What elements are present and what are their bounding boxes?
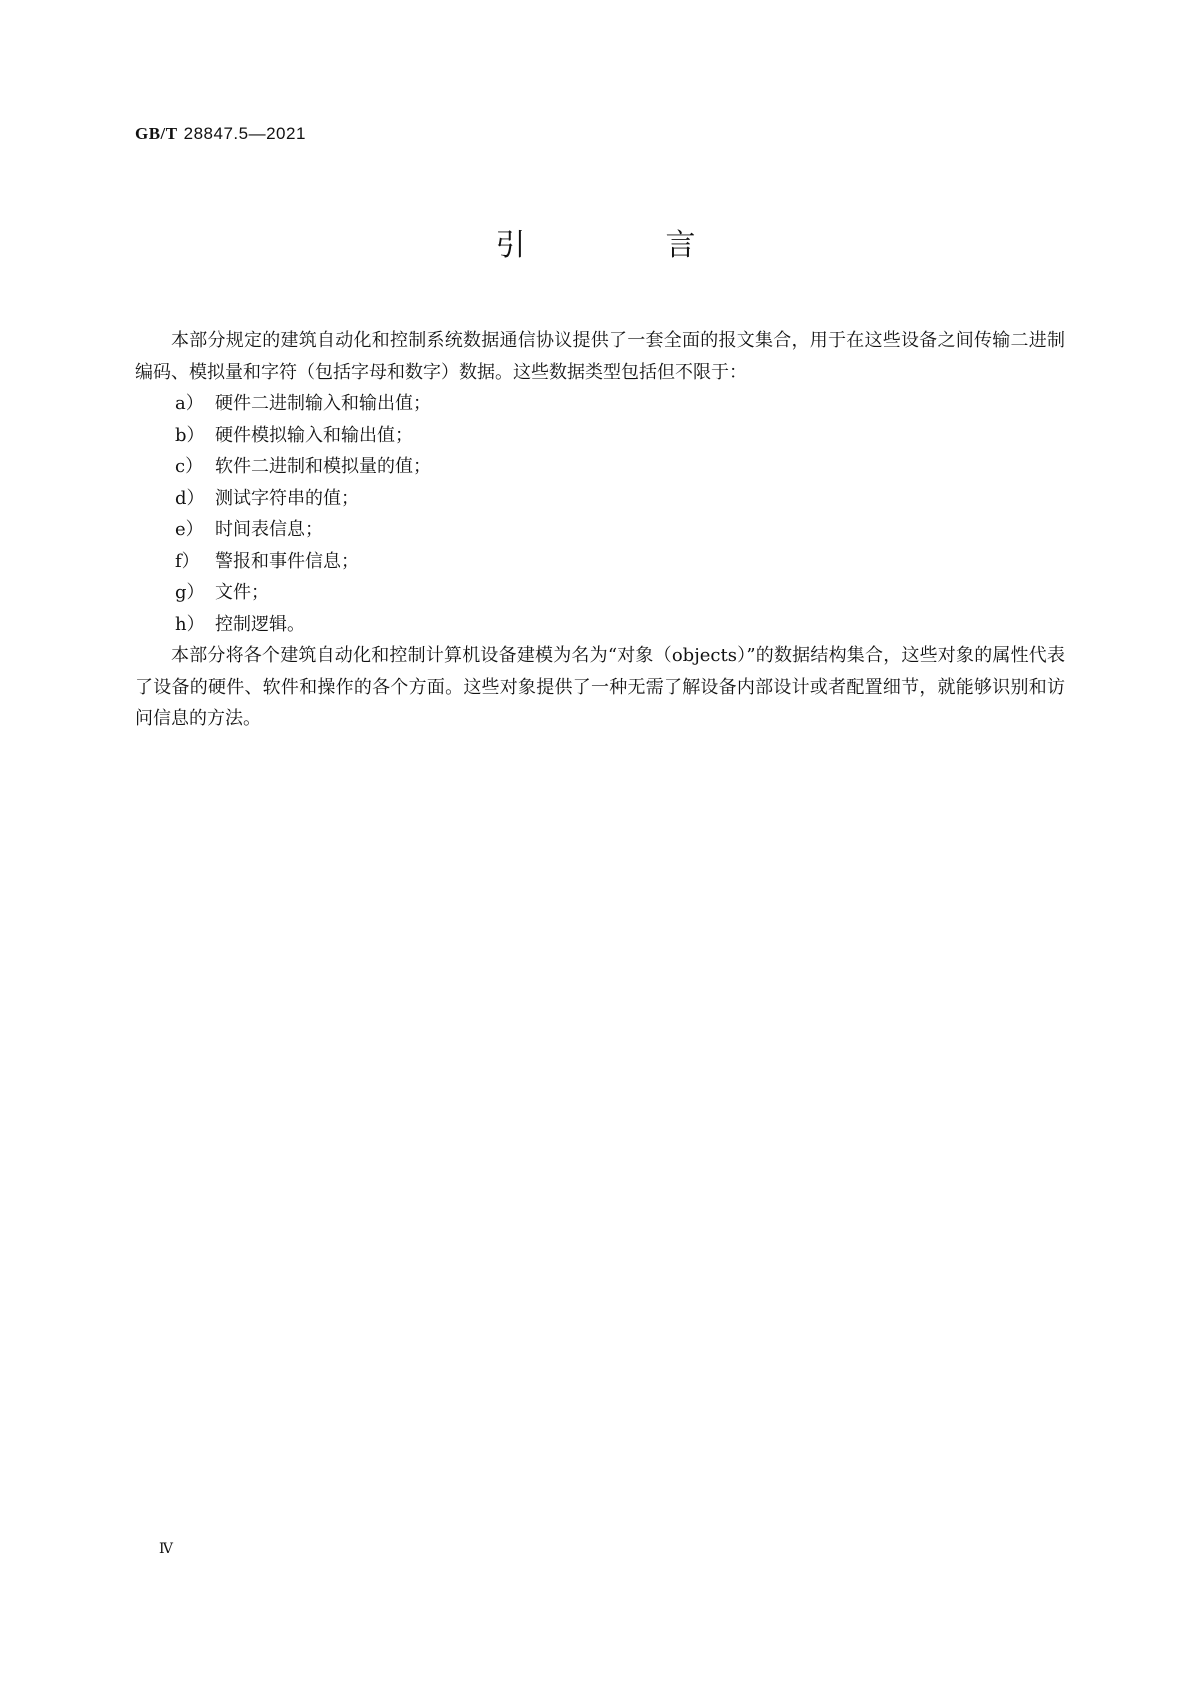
data-type-list [135,388,1065,640]
standard-prefix: GB/T [135,124,178,143]
list-item [135,609,1065,641]
section-title: 引 言 [495,228,751,263]
document-body [135,325,1065,735]
list-item-text: 文件； [215,582,269,603]
list-marker: g） [175,582,205,603]
list-item [135,388,1065,420]
list-item-text: 硬件模拟输入和输出值； [215,424,413,446]
list-item-text: 软件二进制和模拟量的值； [215,456,431,477]
list-item-text: 测试字符串的值； [215,487,359,509]
list-item-text: 硬件二进制输入和输出值； [215,393,431,414]
list-marker: c） [175,456,204,477]
standard-code [135,124,306,144]
list-marker: d） [175,487,205,509]
list-item [135,420,1065,452]
list-item-text: 警报和事件信息； [215,550,359,572]
list-marker: f） [175,550,200,572]
standard-number: 28847.5—2021 [183,124,306,143]
closing-paragraph: 本部分将各个建筑自动化和控制计算机设备建模为名为“对象（objects）”的数据结构集合，这些对象的属性代表了设备的硬件、软件和操作的各个方面。这些对象提供了一种无需了解设备内部设计或者配置细节，就能够识别和访问信息的方法。 [135,645,1065,729]
list-item [135,483,1065,515]
list-marker: a） [175,393,204,414]
intro-paragraph: 本部分规定的建筑自动化和控制系统数据通信协议提供了一套全面的报文集合，用于在这些设备之间传输二进制编码、模拟量和字符（包括字母和数字）数据。这些数据类型包括但不限于： [135,330,1065,383]
list-item [135,451,1065,483]
list-marker: b） [175,424,205,446]
list-item-text: 控制逻辑。 [215,613,305,635]
list-marker: e） [175,519,204,540]
list-item [135,577,1065,609]
list-item [135,546,1065,578]
list-marker: h） [175,613,205,635]
list-item [135,514,1065,546]
page-number: Ⅳ [159,1542,173,1557]
list-item-text: 时间表信息； [215,519,323,540]
